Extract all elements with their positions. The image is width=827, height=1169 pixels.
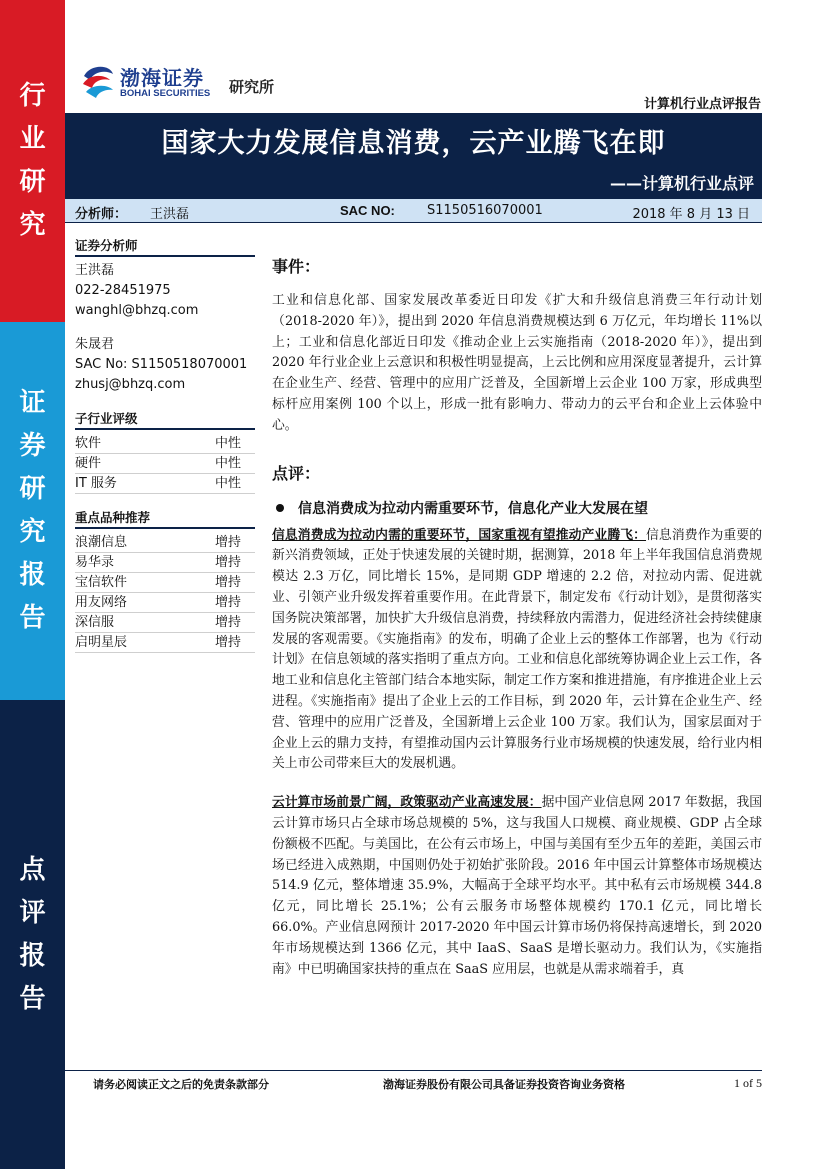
band-char: 业 [19,124,46,154]
page-number: 1 of 5 [734,1076,762,1090]
logo-text-en: BOHAI SECURITIES [120,88,211,99]
band-char: 研 [19,474,46,504]
band-char: 点 [19,854,46,885]
footer-qualification: 渤海证券股份有限公司具备证券投资咨询业务资格 [383,1078,625,1091]
picks-header: 重点品种推荐 [75,508,255,529]
logo-mark-icon [80,62,116,100]
band-char: 究 [19,210,46,240]
event-paragraph: 工业和信息化部、国家发展改革委近日印发《扩大和升级信息消费三年行动计划（2018-2020 年）》，提出到 2020 年信息消费规模达到 6 万亿元，年均增长 11%以上；工业和信息化部近日印发《推动企业上云实施指南（2018-2020 年）》，提出到 2020 年行业企业上云意识和积极性明显提高，上云比例和应用深度显著提升，云计算在企业生产、经营、管理中的应用广泛普及，全国新增上云企业 100 万家，形成典型标杆应用案例 100 个以上，形成一批有影响力、带动力的云平台和企业上云体验中心。 [272,293,762,433]
analyst-sac: SAC No: S1150518070001 [75,357,248,372]
pick-row [75,593,255,613]
title-bar [65,113,762,199]
sector-rating: 中性 [215,436,242,451]
analyst-email[interactable]: zhusj@bhzq.com [75,377,186,392]
sector-name: 硬件 [75,456,102,471]
main-content [272,254,762,980]
stock-rating: 增持 [215,555,242,570]
stock-rating: 增持 [215,535,242,550]
band-char: 证 [19,388,46,418]
paragraph-lead: 信息消费成为拉动内需的重要环节，国家重视有望推动产业腾飞： [272,527,647,543]
pick-row [75,533,255,553]
sac-number: S1150516070001 [427,203,543,218]
band-char: 评 [19,897,46,928]
side-band-review-report [0,700,65,1169]
stock-name: 浪潮信息 [75,535,128,550]
paragraph-body: 据中国产业信息网 2017 年数据，我国云计算市场只占全球市场总规模的 5%，这与我国人口规模、商业规模、GDP 占全球份额极不匹配。与美国比，在公有云市场上，中国与美国有至少五年的差距，美国云市场已经进入成熟期，中国则仍处于初始扩张阶段。2016 年中国云计算整体市场规模达 514.9 亿元，整体增速 35.9%，大幅高于全球平均水平。其中私有云市场规模 344.8 亿元，同比增长 25.1%；公有云服务市场整体规模约 170.1 亿元，同比增长 66.0%。产业信息网预计 2017-2020 年中国云计算市场仍将保持高速增长，到 2020 年市场规模达到 1366 亿元，其中 IaaS、SaaS 是增长驱动力。我们认为，《实施指南》中已明确国家扶持的重点在 SaaS 应用层，也就是从需求端着手，真 [272,795,763,977]
band-char: 报 [19,940,46,971]
band-char: 告 [19,603,46,633]
company-logo [80,60,220,102]
sector-name: IT 服务 [75,476,117,491]
analysts-header: 证券分析师 [75,236,255,257]
analyst-bar [65,199,762,223]
stock-rating: 增持 [215,615,242,630]
pick-row [75,573,255,593]
bullet-dot-icon [276,504,284,512]
analyst-name: 王洪磊 [150,207,190,222]
stock-rating: 增持 [215,635,242,650]
stock-name: 深信服 [75,615,115,630]
band-char: 券 [19,431,46,461]
rating-row [75,434,255,454]
report-type: 计算机行业点评报告 [643,97,761,112]
band-char: 告 [19,983,46,1014]
stock-name: 宝信软件 [75,575,128,590]
pick-row [75,553,255,573]
bullet-text: 信息消费成为拉动内需重要环节，信息化产业大发展在望 [298,500,648,517]
stock-name: 易华录 [75,555,115,570]
stock-rating: 增持 [215,575,242,590]
page-footer [65,1070,762,1092]
bullet-heading [272,498,762,518]
review-heading: 点评： [272,463,321,483]
pick-row [75,633,255,653]
analyst-name: 王洪磊 [75,263,115,278]
sidebar [75,236,255,653]
side-band-industry-research [0,0,65,322]
band-char: 研 [19,167,46,197]
band-char: 行 [19,81,46,111]
rating-row [75,474,255,494]
pick-row [75,613,255,633]
institute-label: 研究所 [229,78,275,96]
report-date: 2018 年 8 月 13 日 [632,207,750,222]
sector-rating: 中性 [215,456,242,471]
paragraph-lead: 云计算市场前景广阔，政策驱动产业高速发展： [272,795,542,811]
footer-disclaimer: 请务必阅读正文之后的免责条款部分 [93,1078,269,1091]
rating-row [75,454,255,474]
band-char: 究 [19,517,46,547]
ratings-header: 子行业评级 [75,409,255,430]
logo-text-cn: 渤海证券 [120,66,204,90]
sac-label: SAC NO: [340,203,395,218]
stock-rating: 增持 [215,595,242,610]
stock-name: 用友网络 [75,595,128,610]
analyst-phone: 022-28451975 [75,283,171,298]
event-heading: 事件： [272,257,321,276]
page-subtitle: ——计算机行业点评 [609,174,754,193]
analyst-email[interactable]: wanghl@bhzq.com [75,303,199,318]
review-paragraph-1 [272,526,762,776]
page-title: 国家大力发展信息消费，云产业腾飞在即 [161,128,666,159]
band-char: 报 [19,560,46,590]
analyst-name: 朱晟君 [75,337,115,352]
paragraph-body: 信息消费作为重要的新兴消费领域，正处于快速发展的关键时期，据测算，2018 年上半年我国信息消费规模达 2.3 万亿，同比增长 15%，是同期 GDP 增速的 2.2 倍，对拉动内需、促进就业、引领产业升级发挥着重要作用。在此背景下，制定发布《行动计划》，是贯彻落实国务院决策部署，加快扩大升级信息消费，持续释放内需潜力，促进经济社会持续健康发展的客观需要。《实施指南》的发布，明确了企业上云的整体工作部署，也为《行动计划》在信息领域的落实指明了重点方向。工业和信息化部统筹协调企业上云工作，各地工业和信息化主管部门结合本地实际，制定工作方案和推进措施，有序推进企业上云进程。《实施指南》提出了企业上云的工作目标，到 2020 年，云计算在企业生产、经营、管理中的应用广泛普及，全国新增上云企业 100 万家。我们认为，国家层面对于企业上云的鼎力支持，有望推动国内云计算服务行业市场规模的快速发展，给行业内相关上市公司带来巨大的发展机遇。 [272,527,763,772]
sector-rating: 中性 [215,476,242,491]
sector-name: 软件 [75,436,102,451]
analyst-label: 分析师： [75,207,128,222]
side-band-securities-report [0,322,65,700]
stock-name: 启明星辰 [75,635,128,650]
review-paragraph-2 [272,793,762,980]
